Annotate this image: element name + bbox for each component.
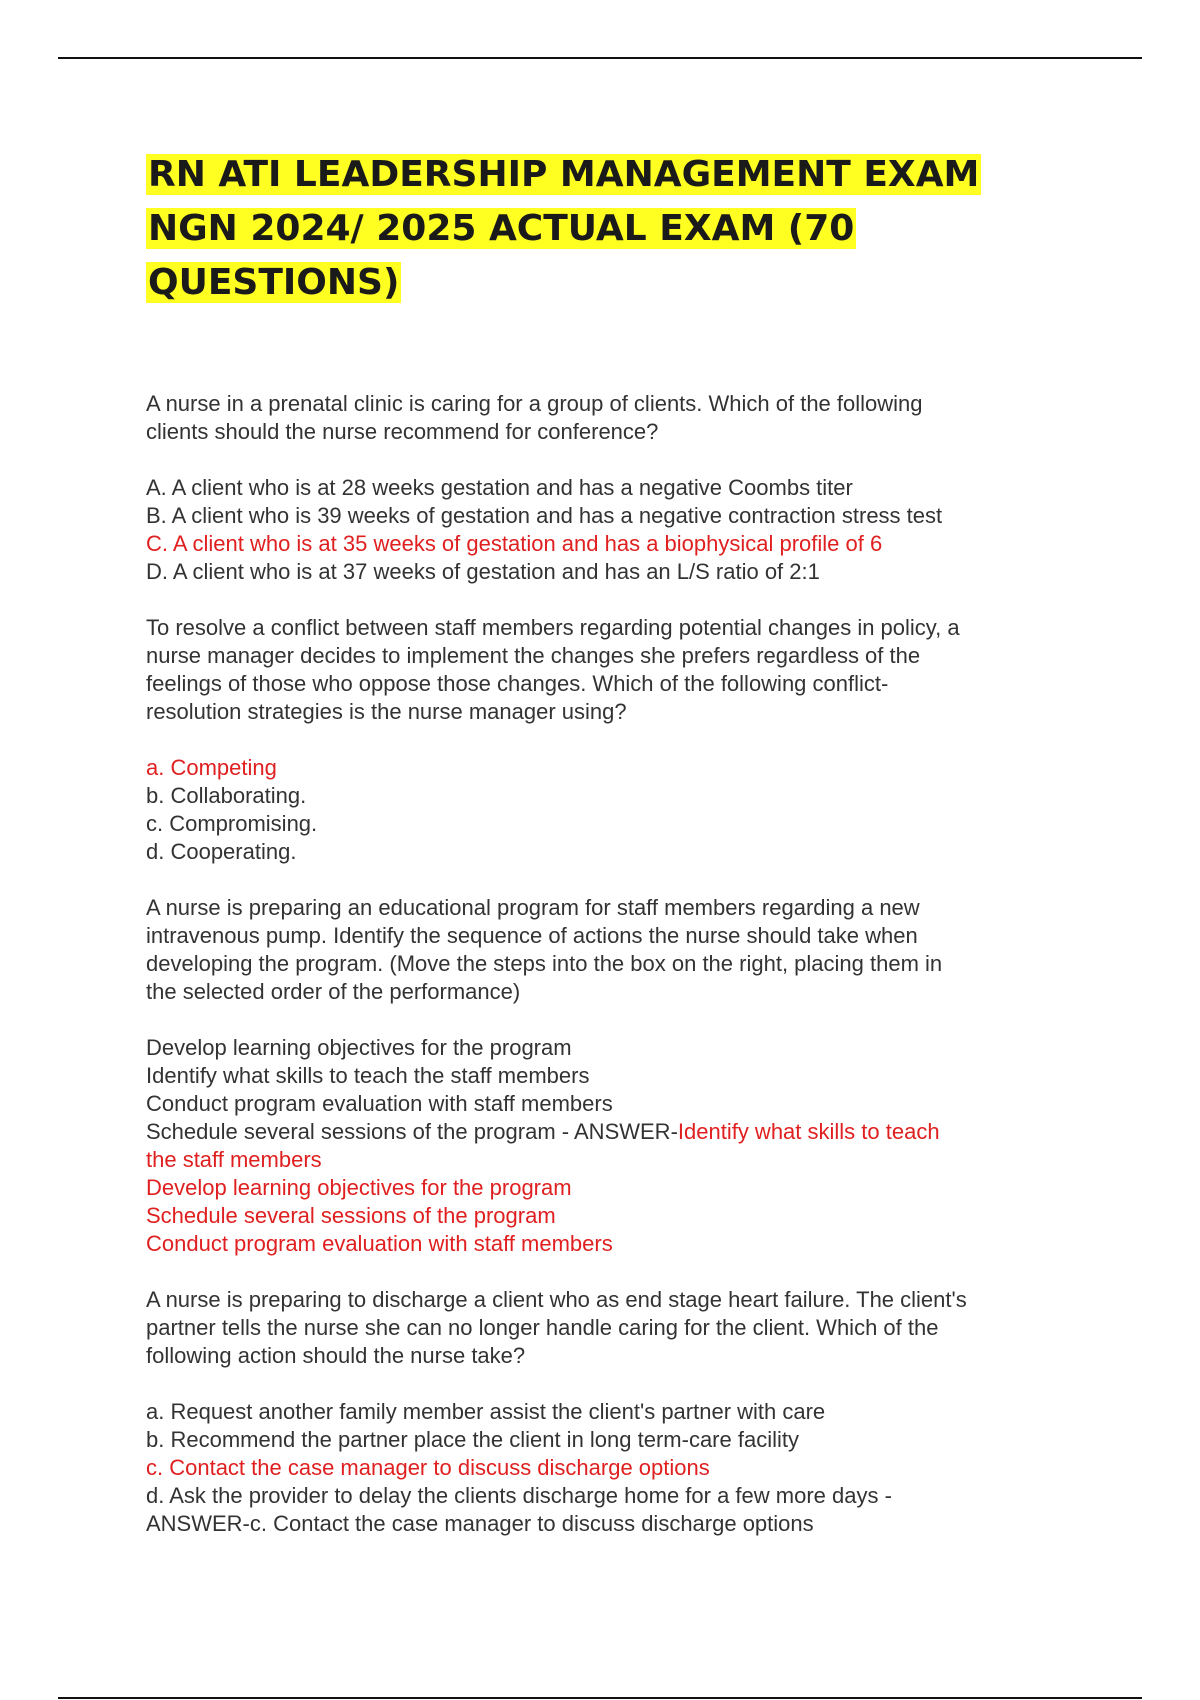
stem-line: resolution strategies is the nurse manager using? — [146, 699, 627, 724]
answer-line: Develop learning objectives for the program — [146, 1175, 572, 1200]
answer-line: the staff members — [146, 1147, 322, 1172]
step-option-with-answer — [146, 1118, 1076, 1146]
question-4-options — [146, 1398, 1076, 1538]
question-2-options — [146, 754, 1076, 866]
step-option: Conduct program evaluation with staff members — [146, 1091, 613, 1116]
question-3-options — [146, 1034, 1076, 1258]
option-a: a. Request another family member assist the client's partner with care — [146, 1399, 826, 1424]
option-c: c. Compromising. — [146, 811, 318, 836]
footer-rule — [58, 1697, 1142, 1699]
stem-line: clients should the nurse recommend for conference? — [146, 419, 659, 444]
title-line: QUESTIONS) — [148, 262, 400, 303]
stem-line: A nurse is preparing to discharge a client who as end stage heart failure. The client's — [146, 1287, 967, 1312]
question-4-stem — [146, 1286, 1076, 1370]
stem-line: partner tells the nurse she can no longer handle caring for the client. Which of the — [146, 1315, 939, 1340]
option-d: d. Cooperating. — [146, 839, 297, 864]
option-d: D. A client who is at 37 weeks of gestation and has an L/S ratio of 2:1 — [146, 559, 820, 584]
option-a: A. A client who is at 28 weeks gestation and has a negative Coombs titer — [146, 475, 853, 500]
option-b: b. Recommend the partner place the client in long term-care facility — [146, 1427, 799, 1452]
answer-text: Identify what skills to teach — [677, 1119, 940, 1144]
header-rule — [58, 57, 1142, 59]
question-1-options — [146, 474, 1076, 586]
question-1-stem — [146, 390, 1076, 446]
stem-line: following action should the nurse take? — [146, 1343, 526, 1368]
title-line: RN ATI LEADERSHIP MANAGEMENT EXAM — [148, 154, 980, 195]
stem-line: A nurse is preparing an educational program for staff members regarding a new — [146, 895, 920, 920]
answer-line: Conduct program evaluation with staff members — [146, 1231, 613, 1256]
question-3-stem — [146, 894, 1076, 1006]
answer-prefix: Schedule several sessions of the program - ANSWER- — [146, 1119, 678, 1144]
title-line: NGN 2024/ 2025 ACTUAL EXAM (70 — [148, 208, 855, 249]
step-option: Develop learning objectives for the program — [146, 1035, 572, 1060]
option-b: b. Collaborating. — [146, 783, 307, 808]
stem-line: intravenous pump. Identify the sequence of actions the nurse should take when — [146, 923, 918, 948]
stem-line: To resolve a conflict between staff members regarding potential changes in policy, a — [146, 615, 960, 640]
option-b: B. A client who is 39 weeks of gestation and has a negative contraction stress test — [146, 503, 943, 528]
document-title — [146, 148, 1076, 310]
stem-line: nurse manager decides to implement the changes she prefers regardless of the — [146, 643, 921, 668]
option-a-answer: a. Competing — [146, 755, 277, 780]
option-c-answer: C. A client who is at 35 weeks of gestation and has a biophysical profile of 6 — [146, 531, 883, 556]
document-page — [146, 148, 1076, 1566]
stem-line: A nurse in a prenatal clinic is caring for a group of clients. Which of the following — [146, 391, 923, 416]
stem-line: the selected order of the performance) — [146, 979, 521, 1004]
stem-line: developing the program. (Move the steps into the box on the right, placing them in — [146, 951, 943, 976]
question-2-stem — [146, 614, 1076, 726]
answer-line: ANSWER-c. Contact the case manager to discuss discharge options — [146, 1511, 814, 1536]
option-c-answer: c. Contact the case manager to discuss discharge options — [146, 1455, 710, 1480]
step-option: Identify what skills to teach the staff members — [146, 1063, 590, 1088]
stem-line: feelings of those who oppose those changes. Which of the following conflict- — [146, 671, 889, 696]
answer-line: Schedule several sessions of the program — [146, 1203, 556, 1228]
option-d: d. Ask the provider to delay the clients discharge home for a few more days - — [146, 1483, 892, 1508]
